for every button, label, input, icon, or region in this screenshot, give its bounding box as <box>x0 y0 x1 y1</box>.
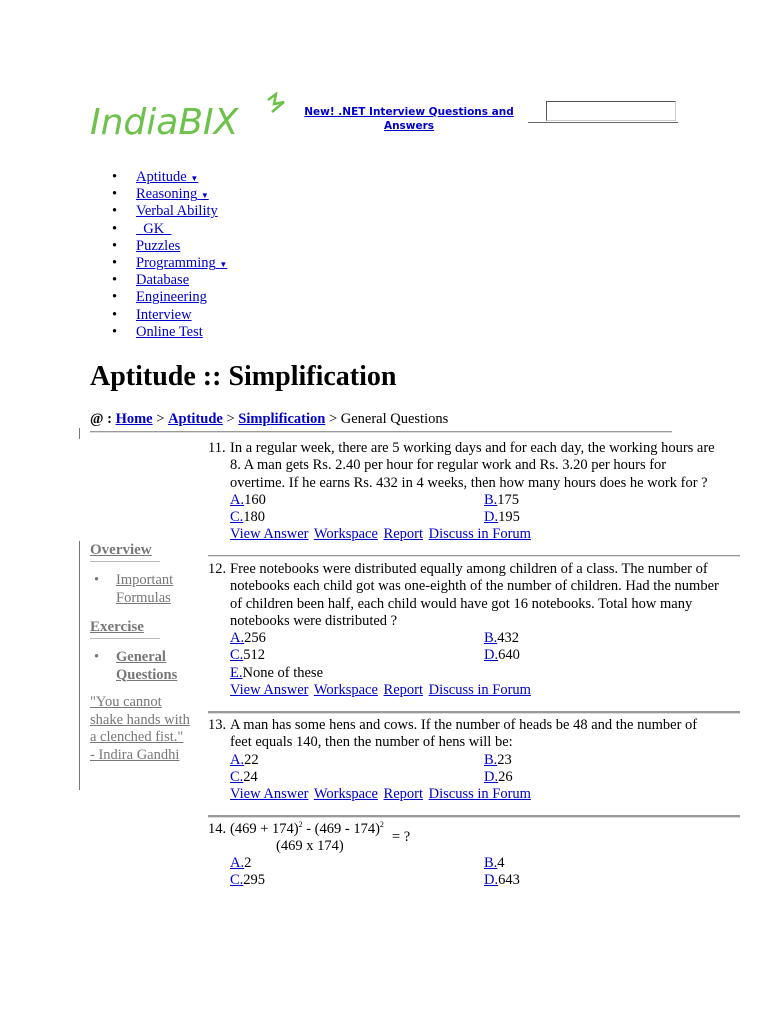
nav-item-engineering[interactable]: • Engineering <box>112 289 207 306</box>
sidebar-overview-heading[interactable]: Overview <box>90 542 152 558</box>
view-answer-link[interactable]: View Answer <box>230 526 309 543</box>
nav-item-programming[interactable]: • Programming ▼ <box>112 254 228 271</box>
question-number: 13. <box>208 717 227 733</box>
option-d-link[interactable]: D. <box>484 647 499 664</box>
numerator: $(469 + 174)^2 - (469 - 174)^2$ <box>230 820 384 837</box>
question-actions <box>230 526 742 543</box>
nav-item-verbal[interactable]: • Verbal Ability <box>112 203 218 220</box>
option-b-link[interactable]: B. <box>484 630 498 647</box>
question-14 <box>208 821 742 890</box>
question-text: notebooks were distributed ? <box>230 612 398 629</box>
options-row: E.None of these <box>230 664 324 681</box>
main-nav <box>108 169 227 341</box>
workspace-link[interactable]: Workspace <box>313 682 378 699</box>
page-title: Aptitude :: Simplification <box>90 361 397 392</box>
nav-item-aptitude[interactable]: • Aptitude ▼ <box>112 169 199 185</box>
option-d-link[interactable]: D. <box>484 509 499 526</box>
discuss-link[interactable]: Discuss in Forum <box>428 526 531 543</box>
option-c-link[interactable]: C. <box>230 872 244 889</box>
question-number: 14. <box>208 821 227 837</box>
breadcrumb-current: General Questions <box>340 411 449 427</box>
question-number: 12. <box>208 561 227 577</box>
option-b-link[interactable]: B. <box>484 751 498 768</box>
sidebar <box>90 542 206 764</box>
question-13 <box>208 717 742 803</box>
question-text: In a regular week, there are 5 working days and for each day, the working hours are <box>230 440 715 456</box>
sidebar-quote[interactable]: "You cannot shake hands with a clenched fist." - Indira Gandhi <box>90 694 190 763</box>
option-a-link[interactable]: A. <box>230 491 245 508</box>
divider <box>79 428 80 439</box>
options-row: A.2 B.4 <box>230 855 505 871</box>
options-row: C.24 D.26 <box>230 768 513 785</box>
report-link[interactable]: Report <box>383 682 423 699</box>
option-c-link[interactable]: C. <box>230 768 244 785</box>
option-d-link[interactable]: D. <box>484 768 499 785</box>
breadcrumb-home[interactable]: Home <box>115 411 153 427</box>
fraction-expression <box>230 821 742 855</box>
view-answer-link[interactable]: View Answer <box>230 682 309 699</box>
breadcrumb-simplification[interactable]: Simplification <box>238 411 326 427</box>
question-text: notebooks each child got was one-eighth of the number of children. Had the number <box>230 578 719 595</box>
question-actions <box>230 786 742 803</box>
option-a-link[interactable]: A. <box>230 630 245 647</box>
question-actions <box>230 682 742 699</box>
chevron-down-icon: ▼ <box>200 191 209 201</box>
options-row: A.22 B.23 <box>230 751 512 768</box>
question-text: Free notebooks were distributed equally among children of a class. The number of <box>230 561 708 577</box>
search-input[interactable] <box>546 101 676 121</box>
discuss-link[interactable]: Discuss in Forum <box>428 682 531 699</box>
nav-item-gk[interactable]: • GK <box>112 220 165 237</box>
denominator: (469 x 174) <box>276 838 344 854</box>
question-number: 11. <box>208 440 226 456</box>
view-answer-link[interactable]: View Answer <box>230 786 309 803</box>
equals-sign: = ? <box>392 829 411 845</box>
sidebar-border <box>79 541 80 790</box>
option-c-link[interactable]: C. <box>230 647 244 664</box>
question-12 <box>208 561 742 699</box>
sidebar-exercise-list <box>90 649 206 684</box>
options-row: C.180 D.195 <box>230 509 520 526</box>
promo-link[interactable] <box>300 105 518 133</box>
options-row: C.295 D.643 <box>230 872 520 889</box>
option-a-link[interactable]: A. <box>230 855 245 871</box>
option-b-link[interactable]: B. <box>484 855 498 871</box>
question-divider <box>208 815 740 818</box>
question-text: overtime. If he earns Rs. 432 in 4 weeks, then how many hours does he work for ? <box>230 474 708 491</box>
workspace-link[interactable]: Workspace <box>313 786 378 803</box>
option-d-link[interactable]: D. <box>484 872 499 889</box>
chevron-down-icon: ▼ <box>190 174 199 183</box>
indiabix-logo[interactable] <box>90 92 290 150</box>
sidebar-exercise-heading[interactable]: Exercise <box>90 619 144 635</box>
report-link[interactable]: Report <box>383 526 423 543</box>
option-e-link[interactable]: E. <box>230 664 243 681</box>
option-c-link[interactable]: C. <box>230 509 244 526</box>
workspace-link[interactable]: Workspace <box>313 526 378 543</box>
question-text: feet equals 140, then the number of hens will be: <box>230 734 513 751</box>
divider <box>90 638 160 639</box>
nav-item-database[interactable]: • Database <box>112 272 190 289</box>
divider <box>90 561 160 562</box>
breadcrumb-aptitude[interactable]: Aptitude <box>168 411 223 427</box>
question-text: of children been half, each child would have got 16 notebooks. Total how many <box>230 595 693 612</box>
option-b-link[interactable]: B. <box>484 491 498 508</box>
nav-item-online-test[interactable]: • Online Test <box>112 323 203 340</box>
options-row: A.160 B.175 <box>230 491 520 508</box>
question-divider <box>208 555 740 557</box>
chevron-down-icon: ▼ <box>219 259 228 269</box>
option-a-link[interactable]: A. <box>230 751 245 768</box>
sidebar-item-important-formulas[interactable]: • Important Formulas <box>94 572 174 606</box>
nav-item-puzzles[interactable]: • Puzzles <box>112 237 181 254</box>
discuss-link[interactable]: Discuss in Forum <box>428 786 531 803</box>
options-row: A.256 B.432 <box>230 630 520 647</box>
question-text: 8. A man gets Rs. 2.40 per hour for regular work and Rs. 3.20 per hours for <box>230 457 667 474</box>
question-text: A man has some hens and cows. If the number of heads be 48 and the number of <box>230 717 698 733</box>
report-link[interactable]: Report <box>383 786 423 803</box>
search-underline <box>528 122 678 123</box>
question-divider <box>208 711 740 714</box>
nav-item-reasoning[interactable]: • Reasoning ▼ <box>112 186 209 203</box>
question-11 <box>208 440 742 544</box>
sidebar-overview-list <box>90 572 206 607</box>
promo-link-text: New! .NET Interview Questions and Answers <box>304 106 514 132</box>
breadcrumb-divider <box>90 431 672 433</box>
nav-item-interview[interactable]: • Interview <box>112 306 192 323</box>
logo-wordmark: IndiaBIX <box>90 102 239 143</box>
breadcrumb: @ : Home > Aptitude > Simplification > General Questions <box>90 411 449 427</box>
options-row: C.512 D.640 <box>230 647 520 664</box>
sidebar-item-general-questions[interactable]: • General Questions <box>94 649 178 683</box>
